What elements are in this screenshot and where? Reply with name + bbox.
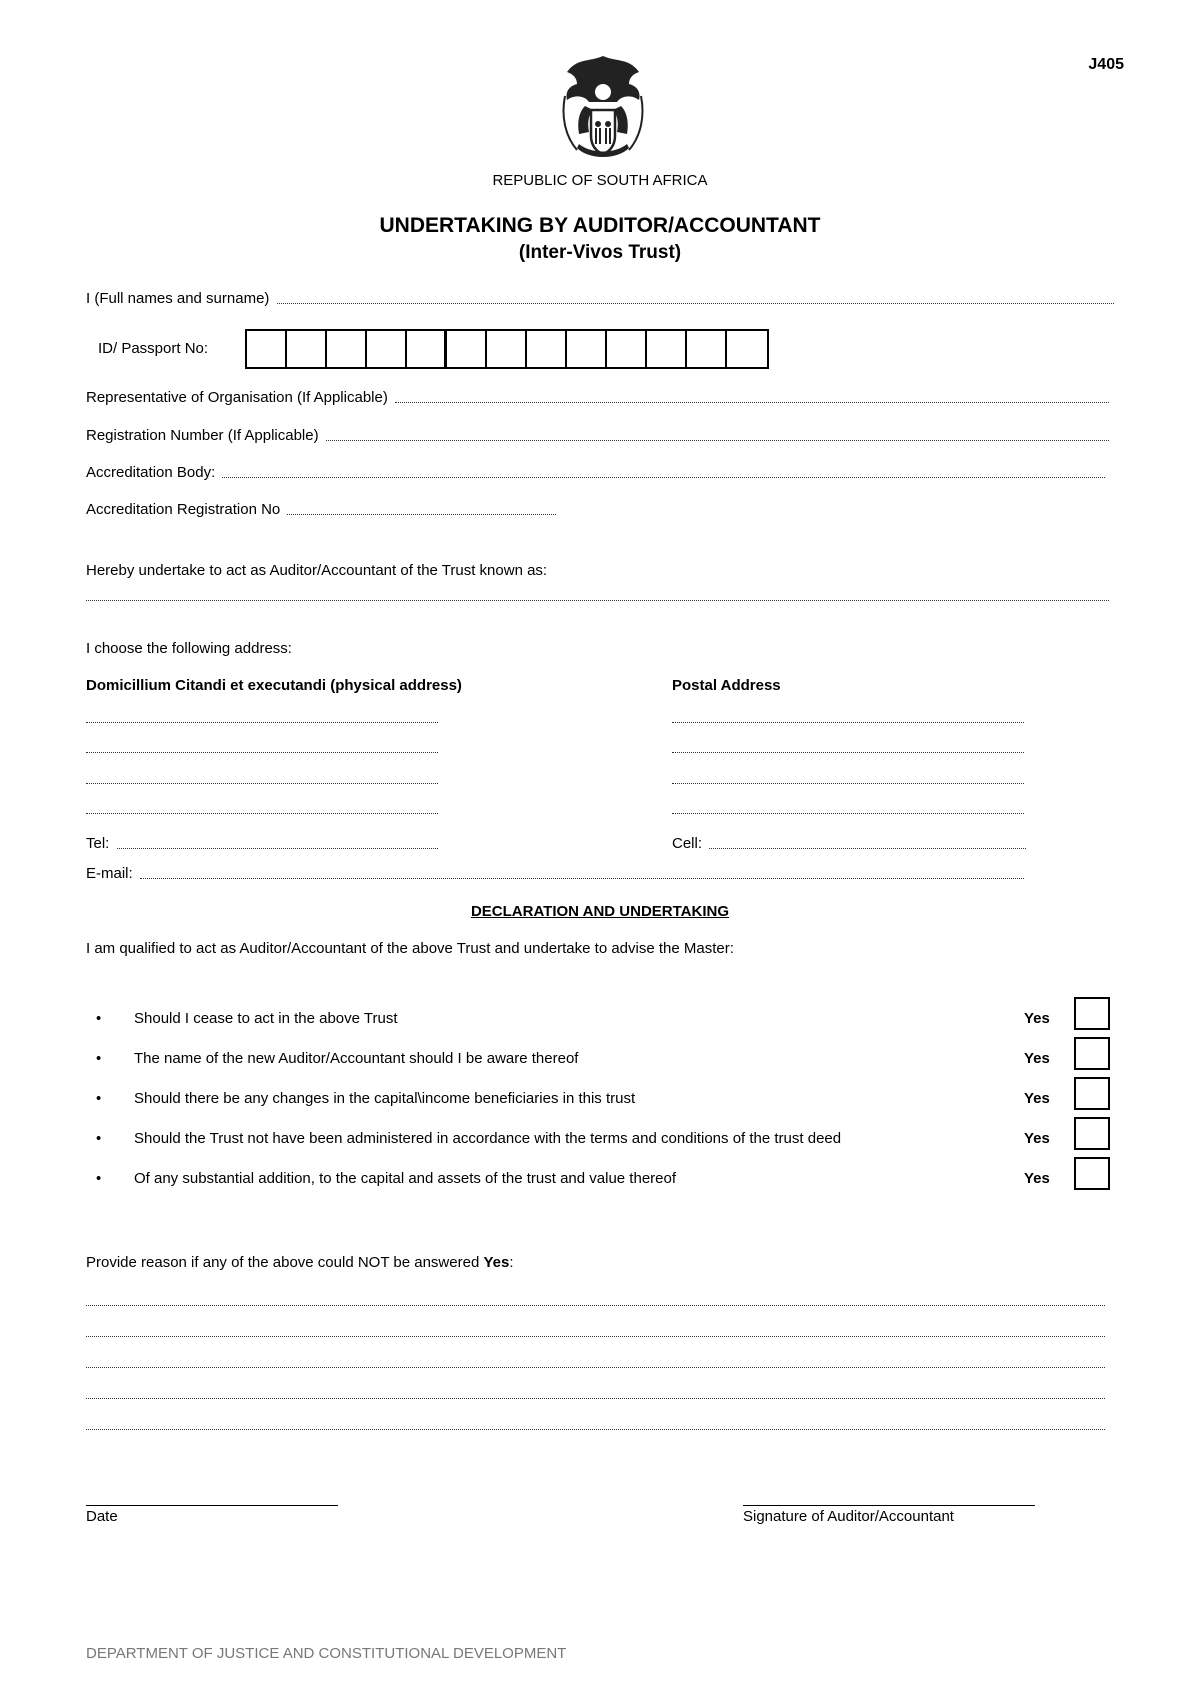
declaration-item-text: The name of the new Auditor/Accountant should I be aware thereof [134,1050,579,1067]
id-digit-box[interactable] [287,331,327,367]
full-names-field[interactable] [86,290,1114,307]
declaration-yes-label: Yes [1024,1090,1050,1107]
id-digit-box[interactable] [447,331,487,367]
reason-prompt [86,1254,514,1271]
physical-address-line[interactable] [86,783,438,784]
id-passport-boxes[interactable] [245,329,769,369]
undertake-text: Hereby undertake to act as Auditor/Accountant of the Trust known as: [86,562,548,579]
id-digit-box[interactable] [407,331,447,367]
reason-line[interactable] [86,1429,1105,1430]
form-title: UNDERTAKING BY AUDITOR/ACCOUNTANT [379,214,821,237]
physical-address-heading: Domicillium Citandi et executandi (physical address) [86,677,462,694]
postal-address-line[interactable] [672,783,1024,784]
signature-line[interactable] [743,1505,1035,1506]
cell-field[interactable] [672,835,1026,852]
id-digit-box[interactable] [487,331,527,367]
organisation-field[interactable] [86,389,1109,406]
declaration-yes-label: Yes [1024,1130,1050,1147]
form-subtitle: (Inter-Vivos Trust) [518,242,682,263]
reason-line[interactable] [86,1336,1105,1337]
bullet-icon: • [96,1130,102,1147]
postal-address-line[interactable] [672,813,1024,814]
postal-address-line[interactable] [672,722,1024,723]
full-names-label: I (Full names and surname) [86,290,274,307]
date-label: Date [86,1508,118,1525]
physical-address-line[interactable] [86,722,438,723]
id-digit-box[interactable] [647,331,687,367]
reason-colon: : [509,1254,514,1271]
registration-number-field[interactable] [86,427,1109,444]
date-line[interactable] [86,1505,338,1506]
declaration-item-text: Should there be any changes in the capital\income beneficiaries in this trust [134,1090,636,1107]
trust-name-line[interactable] [86,600,1109,601]
reason-line[interactable] [86,1367,1105,1368]
accreditation-reg-no-label: Accreditation Registration No [86,501,285,518]
yes-checkbox[interactable] [1074,997,1110,1030]
yes-checkbox[interactable] [1074,1077,1110,1110]
yes-checkbox[interactable] [1074,1157,1110,1190]
email-label: E-mail: [86,865,137,882]
organisation-label: Representative of Organisation (If Applicable) [86,389,392,406]
physical-address-line[interactable] [86,813,438,814]
reason-line[interactable] [86,1305,1105,1306]
bullet-icon: • [96,1090,102,1107]
id-digit-box[interactable] [527,331,567,367]
id-digit-box[interactable] [567,331,607,367]
bullet-icon: • [96,1170,102,1187]
id-digit-box[interactable] [367,331,407,367]
reason-line[interactable] [86,1398,1105,1399]
id-digit-box[interactable] [687,331,727,367]
id-digit-box[interactable] [327,331,367,367]
id-passport-label: ID/ Passport No: [98,340,209,357]
signature-label: Signature of Auditor/Accountant [743,1508,954,1525]
email-field[interactable] [86,865,1024,882]
accreditation-reg-no-field[interactable] [86,501,556,518]
accreditation-body-field[interactable] [86,464,1105,481]
postal-address-line[interactable] [672,752,1024,753]
footer-department: DEPARTMENT OF JUSTICE AND CONSTITUTIONAL DEVELOPMENT [86,1645,567,1662]
declaration-heading: DECLARATION AND UNDERTAKING [470,903,730,920]
id-digit-box[interactable] [727,331,767,367]
country-name: REPUBLIC OF SOUTH AFRICA [492,172,708,189]
postal-address-heading: Postal Address [672,677,781,694]
tel-label: Tel: [86,835,114,852]
id-digit-box[interactable] [247,331,287,367]
declaration-item-text: Should the Trust not have been administered in accordance with the terms and conditions of the trust deed [134,1130,842,1147]
declaration-item-text: Of any substantial addition, to the capital and assets of the trust and value thereof [134,1170,677,1187]
bullet-icon: • [96,1050,102,1067]
cell-label: Cell: [672,835,707,852]
form-code: J405 [1088,56,1124,73]
id-digit-box[interactable] [607,331,647,367]
declaration-intro: I am qualified to act as Auditor/Accountant of the above Trust and undertake to advise the Master: [86,940,734,957]
reason-prompt-text: Provide reason if any of the above could NOT be answered [86,1254,484,1271]
registration-number-label: Registration Number (If Applicable) [86,427,323,444]
bullet-icon: • [96,1010,102,1027]
yes-checkbox[interactable] [1074,1117,1110,1150]
declaration-yes-label: Yes [1024,1010,1050,1027]
declaration-yes-label: Yes [1024,1170,1050,1187]
yes-checkbox[interactable] [1074,1037,1110,1070]
declaration-item-text: Should I cease to act in the above Trust [134,1010,398,1027]
physical-address-line[interactable] [86,752,438,753]
declaration-yes-label: Yes [1024,1050,1050,1067]
tel-field[interactable] [86,835,438,852]
coat-of-arms-icon [559,52,647,164]
accreditation-body-label: Accreditation Body: [86,464,220,481]
reason-yes-word: Yes [483,1254,510,1271]
address-intro: I choose the following address: [86,640,292,657]
